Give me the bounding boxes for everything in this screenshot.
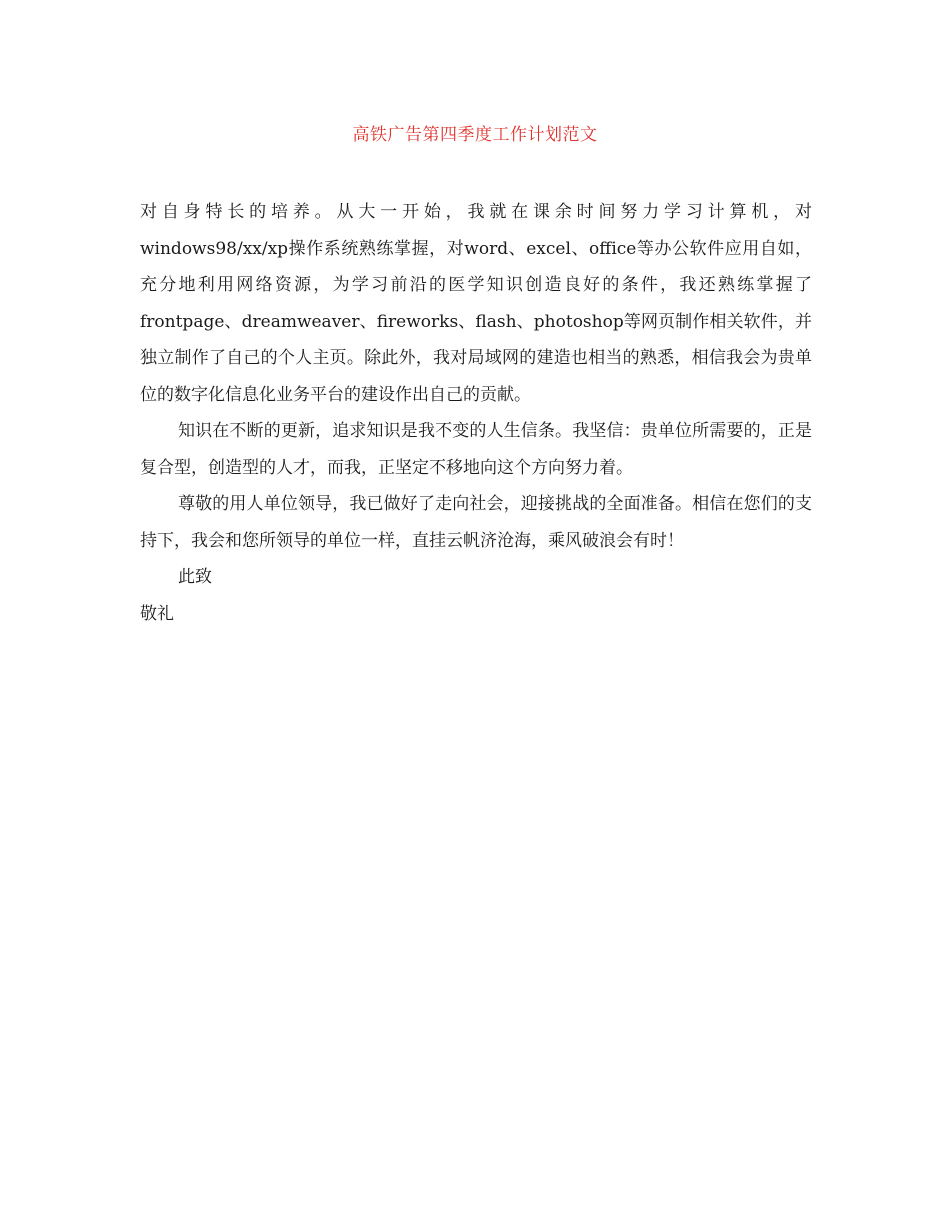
paragraph-knowledge: 知识在不断的更新，追求知识是我不变的人生信条。我坚信：贵单位所需要的，正是复合型，创造型的人才，而我，正坚定不移地向这个方向努力着。	[140, 421, 812, 478]
closing-salutation: 此致	[178, 567, 212, 587]
paragraph-skills: 对自身特长的培养。从大一开始，我就在课余时间努力学习计算机，对windows98/xx/xp操作系统熟练掌握，对word、excel、office等办公软件应用自如，充分地利用网络资源，为学习前沿的医学知识创造良好的条件，我还熟练掌握了frontpage、dreamweaver、fireworks、flash、photoshop等网页制作相关软件，并独立制作了自己的个人主页。除此外，我对局域网的建造也相当的熟悉，相信我会为贵单位的数字化信息化业务平台的建设作出自己的贡献。	[140, 202, 812, 405]
document-title: 高铁广告第四季度工作计划范文	[352, 125, 598, 145]
closing-regards: 敬礼	[140, 603, 174, 624]
document-body	[140, 194, 812, 632]
paragraph-readiness: 尊敬的用人单位领导，我已做好了走向社会，迎接挑战的全面准备。相信在您们的支持下，我会和您所领导的单位一样，直挂云帆济沧海，乘风破浪会有时！	[140, 494, 812, 551]
